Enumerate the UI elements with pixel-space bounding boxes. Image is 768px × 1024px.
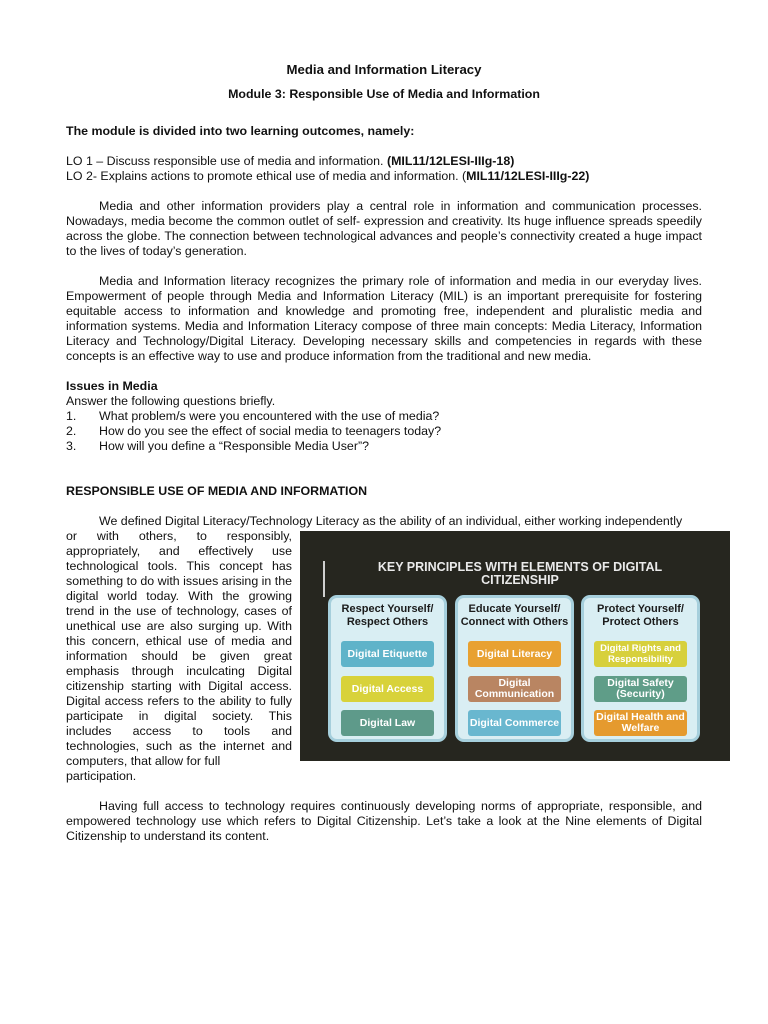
column-heading: Protect Yourself/ Protect Others — [596, 603, 684, 628]
figure-title: KEY PRINCIPLES WITH ELEMENTS OF DIGITAL CITIZENSHIP — [377, 560, 663, 587]
column-respect — [328, 595, 447, 742]
tile-digital-safety: Digital Safety (Security) — [594, 676, 687, 702]
tile-digital-etiquette: Digital Etiquette — [341, 641, 434, 667]
lo1-code: (MIL11/12LESI-IIIg-18) — [386, 154, 515, 168]
learning-outcome-2 — [66, 169, 702, 184]
lo2-code: MIL11/12LESI-IIIg-22) — [466, 169, 590, 183]
column-heading: Educate Yourself/ Connect with Others — [460, 603, 569, 628]
column-heading: Respect Yourself/ Respect Others — [341, 603, 434, 628]
learning-outcome-1 — [66, 154, 702, 169]
digital-citizenship-figure — [300, 531, 730, 761]
document-title: Media and Information Literacy — [286, 62, 482, 77]
list-item: 2. How do you see the effect of social media to teenagers today? — [66, 424, 442, 438]
title-bar-decoration — [323, 561, 325, 597]
lo2-text: LO 2- Explains actions to promote ethical use of media and information. ( — [66, 169, 467, 183]
digital-literacy-last-line: participation. — [66, 769, 137, 783]
digital-literacy-wrapped-text: or with others, to responsibly, appropriately, and effectively use technological tools. This concept has something to do with issues arising in the digital world today. With the growing trend in the use of technology, cases of unethical use are also surging up. With this concern, ethical use of media and information should be given great emphasis through inculcating Digital citizenship starting with Digital access. Digital access refers to the ability to fully participate in digital society. This includes access to tools and technologies, such as the internet and computers, that allow for full — [66, 529, 292, 768]
questions-list — [66, 409, 702, 454]
tile-digital-rights: Digital Rights and Responsibility — [594, 641, 687, 667]
column-protect — [581, 595, 700, 742]
list-item: 1. What problem/s were you encountered with the use of media? — [66, 409, 440, 423]
issues-instruction: Answer the following questions briefly. — [66, 394, 276, 408]
outcomes-intro: The module is divided into two learning outcomes, namely: — [66, 124, 415, 138]
list-item: 3. How will you define a “Responsible Media User”? — [66, 439, 369, 453]
tile-digital-law: Digital Law — [341, 710, 434, 736]
paragraph-mil: Media and Information literacy recognizes the primary role of information and media in our everyday lives. Empowerment of people through Media and Information Literacy (MIL) is an important prerequisite for fostering equitable access to information and knowledge and promoting free, independent and pluralistic media and information systems. Media and Information Literacy compose of three main concepts: Media Literacy, Information Literacy and Technology/Digital Literacy. Developing necessary skills and competencies in regards with these concepts is an effective way to use and produce information from the traditional and new media. — [66, 274, 702, 363]
responsible-heading: RESPONSIBLE USE OF MEDIA AND INFORMATION — [66, 484, 368, 498]
tile-digital-health: Digital Health and Welfare — [594, 710, 687, 736]
document-page — [66, 56, 702, 844]
lo1-text: LO 1 – Discuss responsible use of media and information. — [66, 154, 387, 168]
tile-digital-commerce: Digital Commerce — [468, 710, 561, 736]
tile-digital-access: Digital Access — [341, 676, 434, 702]
module-subtitle: Module 3: Responsible Use of Media and Information — [228, 87, 540, 101]
paragraph-digital-citizenship: Having full access to technology requires continuously developing norms of appropriate, responsible, and empowered technology use which refers to Digital Citizenship. Let’s take a look at the Nine elements of Digital Citizenship to understand its content. — [66, 799, 702, 843]
paragraph-media-providers: Media and other information providers play a central role in information and communication processes. Nowadays, media become the common outlet of self- expression and creativity. Its huge influence spreads speedily across the globe. The connection between technological advances and people’s connectivity created a huge impact to the lives of today’s generation. — [66, 199, 702, 258]
tile-digital-literacy: Digital Literacy — [468, 641, 561, 667]
issues-heading: Issues in Media — [66, 379, 158, 393]
digital-literacy-first-line: We defined Digital Literacy/Technology Literacy as the ability of an individual, either working independently — [99, 514, 683, 528]
column-educate — [455, 595, 574, 742]
tile-digital-communication: Digital Communication — [468, 676, 561, 702]
